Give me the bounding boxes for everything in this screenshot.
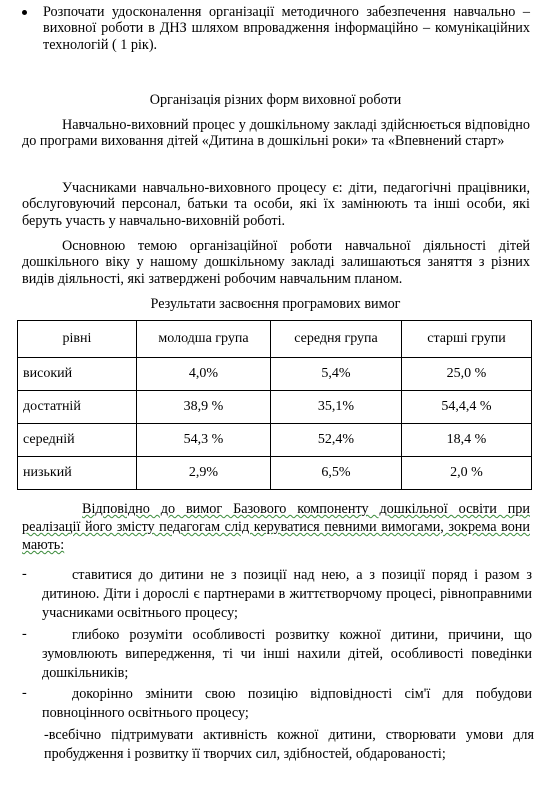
requirements-intro: Відповідно до вимог Базового компоненту дошкільної освіти при реалізації його змісту педагогам слід керуватися певними вимогами, зокрема вони мають: xyxy=(22,501,530,553)
table-cell: 54,3 % xyxy=(137,424,271,457)
table-cell: 6,5% xyxy=(271,457,402,490)
table-row xyxy=(18,391,532,424)
header-cell: рівні xyxy=(18,321,137,358)
paragraph-3: Основною темою організаційної роботи навчальної діяльності дітей дошкільного віку у нашому дошкільному закладі залишаються заняття з різних видів діяльності, які затверджені робочим навчальним планом. xyxy=(22,238,530,287)
paragraph-1: Навчально-виховний процес у дошкільному закладі здійснюється відповідно до програми виховання дітей «Дитина в дошкільні роки» та «Впевнений старт» xyxy=(22,117,530,150)
table-cell: середній xyxy=(18,424,137,457)
list-dash: - xyxy=(22,566,27,582)
results-table xyxy=(17,320,532,490)
requirement-item-2: глибоко розуміти особливості розвитку кожної дитини, причини, що зумовлюють випередження, ті чи інші нахили дітей, особливості поведінки дошкільників; xyxy=(42,627,532,681)
header-cell: старші групи xyxy=(402,321,532,358)
table-cell: 35,1% xyxy=(271,391,402,424)
table-row xyxy=(18,457,532,490)
table-cell: 38,9 % xyxy=(137,391,271,424)
table-caption: Результати засвоєння програмових вимог xyxy=(150,296,401,312)
table-cell: 18,4 % xyxy=(402,424,532,457)
table-row xyxy=(18,358,532,391)
paragraph-2: Учасниками навчально-виховного процесу є: діти, педагогічні працівники, обслуговуючий персонал, батьки та особи, які їх замінюють та інші особи, які беруть участь у навчально-виховній роботі. xyxy=(22,180,530,229)
bullet-icon xyxy=(22,10,27,15)
requirement-item-1: ставитися до дитини не з позиції над нею, а з позиції поряд і разом з дитиною. Діти і дорослі є партнерами в життєтворчому процесі, рівноправними учасниками освітнього процесу; xyxy=(42,567,532,621)
intro-bullet-text: Розпочати удосконалення організації методичного забезпечення навчально – виховної роботи в ДНЗ шляхом впровадження інформаційно – комунікаційних технологій ( 1 рік). xyxy=(43,4,530,53)
table-cell: 25,0 % xyxy=(402,358,532,391)
requirement-item-3: докорінно змінити свою позицію відповідності сім'ї для побудови повноцінного освітнього процесу; xyxy=(42,686,532,721)
requirement-item-4: -всебічно підтримувати активність кожної дитини, створювати умови для пробудження і розвитку її творчих сил, здібностей, обдарованості; xyxy=(44,727,534,762)
table-cell: 5,4% xyxy=(271,358,402,391)
table-cell: 2,0 % xyxy=(402,457,532,490)
section-heading: Організація різних форм виховної роботи xyxy=(149,92,402,108)
header-cell: молодша група xyxy=(137,321,271,358)
list-dash: - xyxy=(22,685,27,701)
header-cell: середня група xyxy=(271,321,402,358)
table-cell: 54,4,4 % xyxy=(402,391,532,424)
table-cell: достатній xyxy=(18,391,137,424)
table-cell: 2,9% xyxy=(137,457,271,490)
table-cell: 52,4% xyxy=(271,424,402,457)
table-cell: низький xyxy=(18,457,137,490)
table-cell: високий xyxy=(18,358,137,391)
table-row xyxy=(18,424,532,457)
table-cell: 4,0% xyxy=(137,358,271,391)
list-dash: - xyxy=(22,626,27,642)
table-header-row xyxy=(18,321,532,358)
